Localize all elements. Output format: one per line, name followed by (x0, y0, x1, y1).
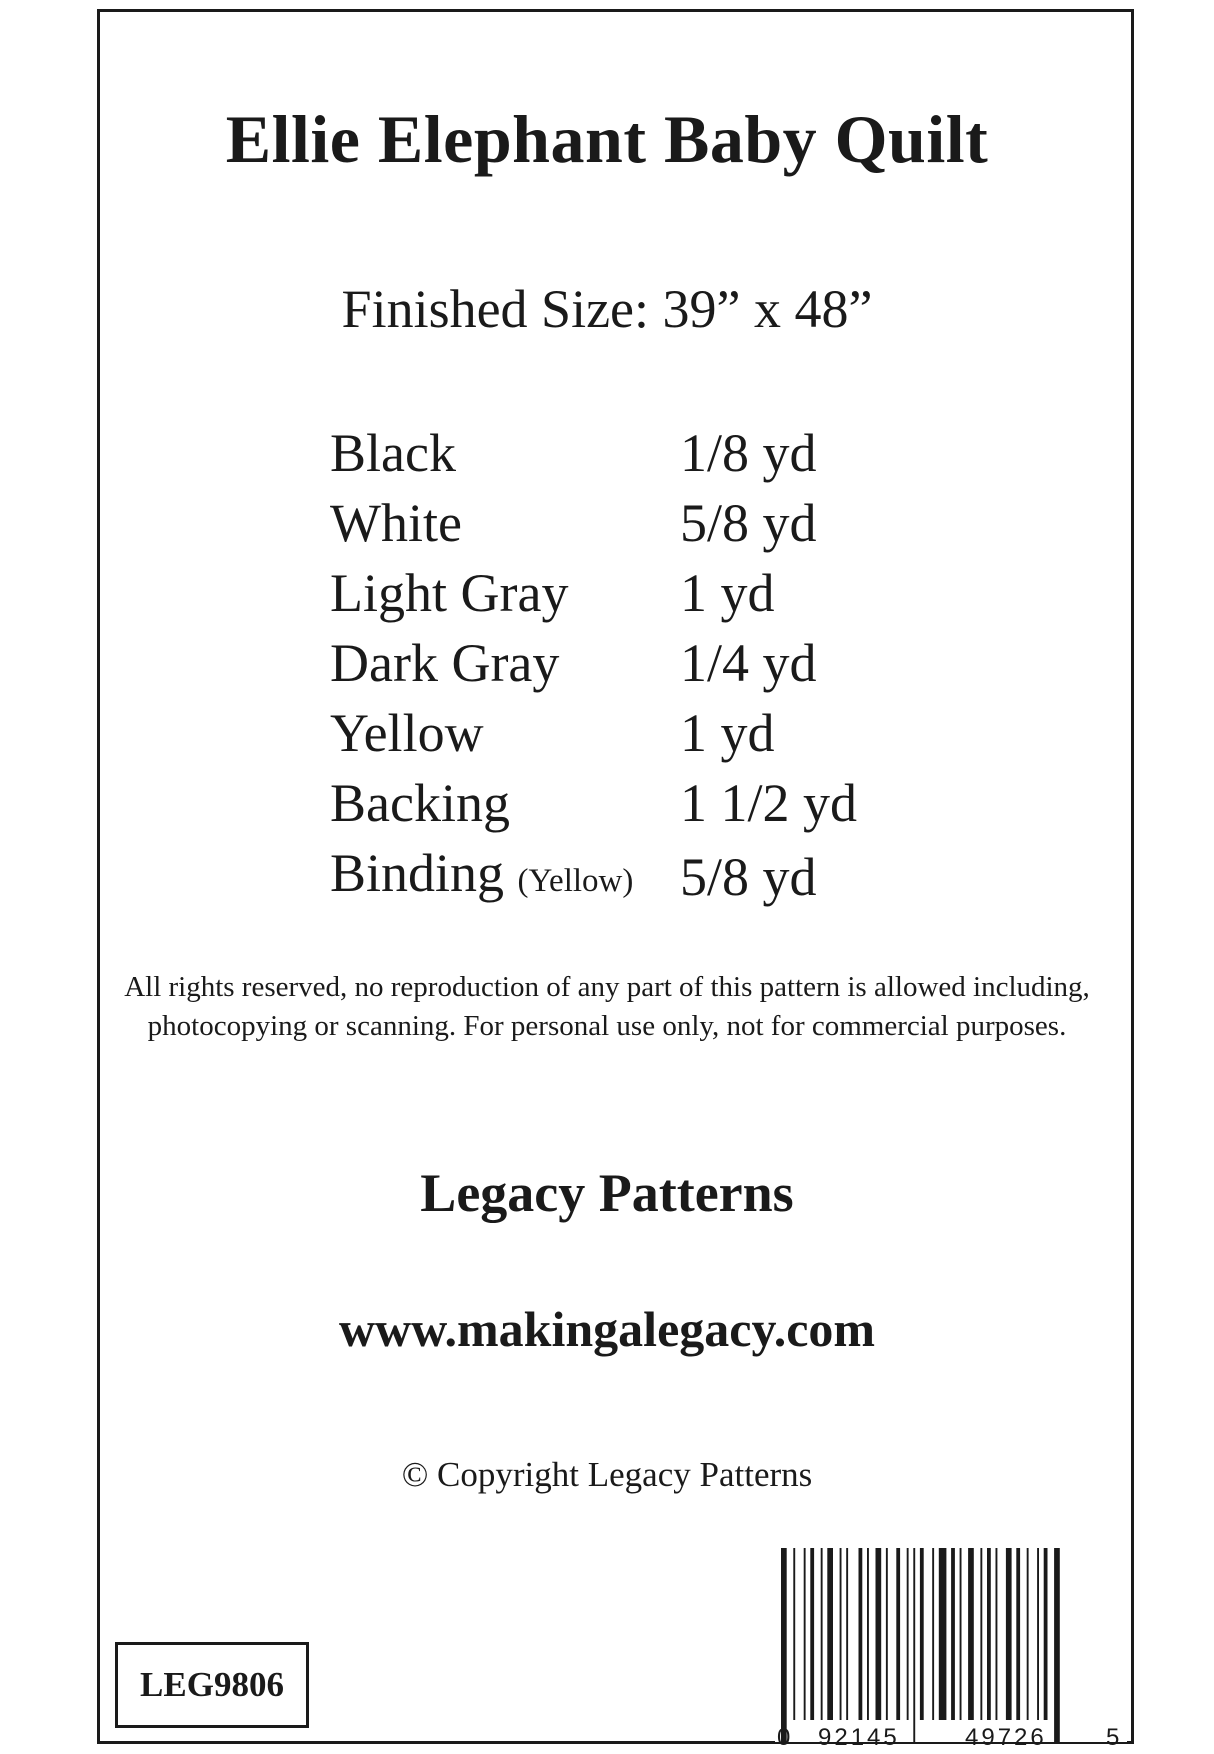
barcode-digit-last: 5 (1106, 1724, 1120, 1751)
fabric-amount: 1/8 yd (680, 423, 817, 483)
fabric-name: White (330, 493, 462, 553)
fabric-row (330, 558, 857, 628)
barcode-bar (939, 1548, 947, 1720)
barcode-bar (932, 1548, 934, 1720)
fabric-amount: 1/4 yd (680, 633, 817, 693)
barcode-bar (951, 1548, 955, 1720)
barcode-bar (781, 1548, 787, 1742)
barcode-digits-left: 92145 (818, 1724, 900, 1751)
barcode-bar (810, 1548, 814, 1720)
fabric-row (330, 488, 857, 558)
barcode-bar (1037, 1548, 1039, 1720)
fabric-row (330, 628, 857, 698)
barcode-bar (968, 1548, 974, 1720)
fabric-row (330, 838, 857, 916)
barcode-bar (867, 1548, 869, 1720)
fabric-amount: 5/8 yd (680, 493, 817, 553)
barcode-bar (821, 1548, 823, 1720)
copyright-notice: © Copyright Legacy Patterns (401, 1455, 813, 1494)
barcode-bar (804, 1548, 806, 1720)
barcode-bar (987, 1548, 991, 1720)
barcode-bar (1027, 1548, 1029, 1720)
fabric-row (330, 698, 857, 768)
barcode-bar (846, 1548, 848, 1720)
barcode-bar (876, 1548, 882, 1720)
rights-notice: All rights reserved, no reproduction of any part of this pattern is allowed including, photocopying or scanning. For personal use only, not for commercial purposes. (124, 971, 1090, 1042)
barcode-bar (827, 1548, 833, 1720)
fabric-row (330, 768, 857, 838)
barcode-bar (859, 1548, 863, 1720)
barcode-bar (896, 1548, 900, 1720)
fabric-name: Dark Gray (330, 633, 560, 693)
barcode-bar (1006, 1548, 1012, 1720)
fabric-name: Light Gray (330, 563, 569, 623)
barcode-bar (1054, 1548, 1060, 1742)
pattern-code: LEG9806 (115, 1642, 309, 1728)
website-url: www.makingalegacy.com (338, 1301, 876, 1357)
fabric-amount: 1 yd (680, 563, 775, 623)
fabric-note: (Yellow) (517, 863, 634, 899)
brand-name: Legacy Patterns (420, 1163, 794, 1223)
fabric-row (330, 418, 857, 488)
barcode-bar (793, 1548, 795, 1720)
fabric-name: Yellow (330, 703, 484, 763)
fabric-name: Black (330, 423, 456, 483)
barcode-bar (960, 1548, 962, 1720)
fabric-amount: 1 yd (680, 703, 775, 763)
barcode-bar (920, 1548, 924, 1720)
fabric-amount: 5/8 yd (680, 847, 817, 907)
fabric-requirements-table (330, 418, 857, 916)
barcode-bar (1016, 1548, 1020, 1720)
barcode-digit-first: 0 (777, 1724, 791, 1751)
barcode-bar (980, 1548, 982, 1720)
barcode-bar (840, 1548, 842, 1720)
page-title: Ellie Elephant Baby Quilt (225, 101, 989, 177)
barcode-bar (1044, 1548, 1048, 1720)
barcode-bar (907, 1548, 909, 1720)
barcode-digits-right: 49726 (965, 1724, 1047, 1751)
barcode-bar (886, 1548, 888, 1720)
fabric-name: Binding (330, 843, 505, 903)
fabric-name: Backing (330, 773, 510, 833)
barcode (775, 1548, 1127, 1742)
finished-size: Finished Size: 39” x 48” (341, 279, 873, 339)
barcode-bar (913, 1548, 915, 1742)
fabric-amount: 1 1/2 yd (680, 773, 858, 833)
barcode-bar (996, 1548, 998, 1720)
